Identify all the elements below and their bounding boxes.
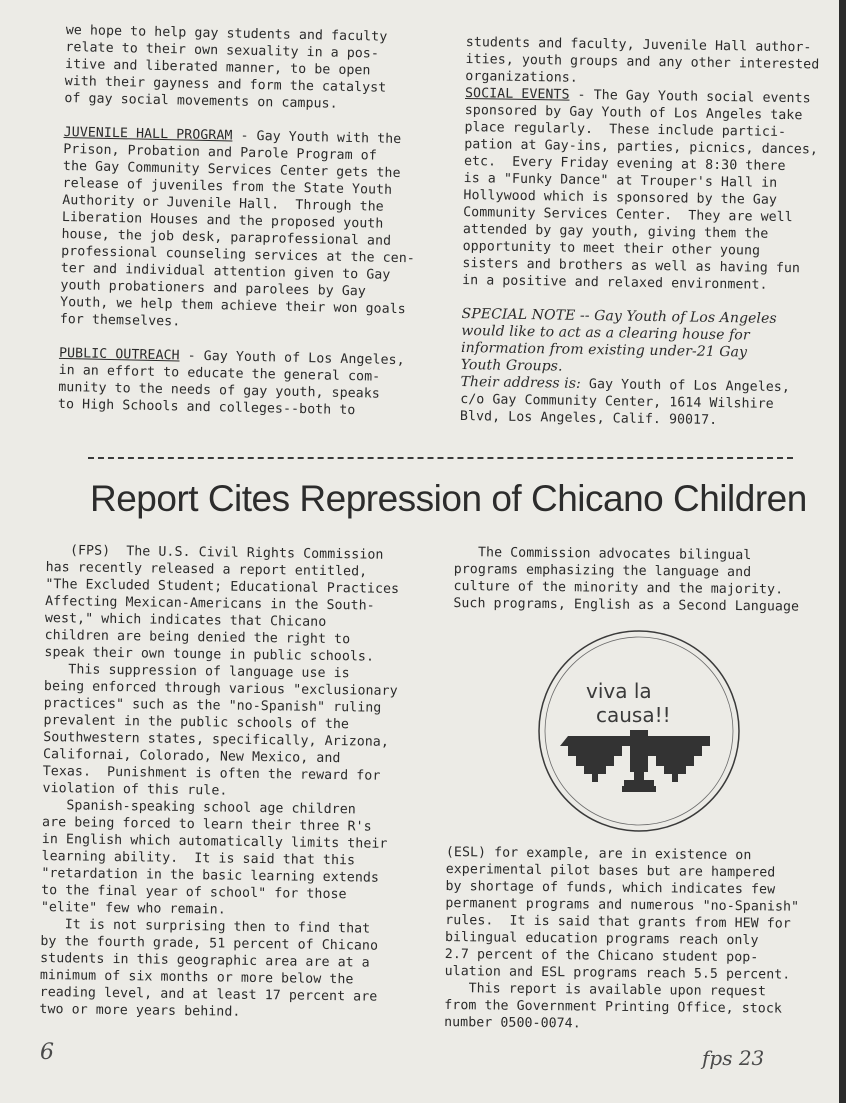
text-line: organizations. [465, 68, 578, 86]
article-line: culture of the minority and the majority. [453, 578, 784, 598]
text-line: sisters and brothers as well as having fun [462, 255, 801, 277]
continued-paragraph [465, 34, 820, 91]
address-lines [460, 391, 814, 431]
juvenile-hall-heading: JUVENILE HALL PROGRAM [63, 124, 233, 144]
article-line: Southwestern states, specifically, Arizona, [43, 729, 390, 750]
text-line: place regularly. These include partici- [464, 119, 787, 141]
article-line: Spanish-speaking school age children [42, 797, 356, 818]
text-line: of gay social movements on campus. [64, 90, 338, 112]
text-line: Community Services Center. They are well [463, 204, 793, 226]
special-note-line: SPECIAL NOTE -- Gay Youth of Los Angeles [461, 305, 777, 327]
text-line: opportunity to meet their other young [462, 238, 761, 259]
article-line: programs emphasizing the language and [453, 561, 752, 581]
text-line: attended by gay youth, giving them the [462, 221, 769, 242]
text-line: youth probationers and parolees by Gay [60, 277, 367, 300]
text-line: Authority or Juvenile Hall. Through the [62, 192, 384, 215]
article-line: Such programs, English as a Second Language [453, 595, 800, 615]
article-line: It is not surprising then to find that [40, 916, 371, 937]
page-edge-shadow [839, 0, 846, 1103]
text-line: munity to the needs of gay youth, speaks [58, 379, 381, 402]
text-line: for themselves. [59, 311, 181, 330]
text-line: ter and individual attention given to Gay [60, 260, 391, 283]
section-divider [88, 457, 793, 459]
article-left-column [39, 542, 399, 1023]
text-line: house, the job desk, paraprofessional and [61, 226, 392, 249]
article-line: are being forced to learn their three R's [41, 814, 372, 835]
text-line: pation at Gay-ins, parties, picnics, dances, [464, 136, 819, 158]
top-left-column [58, 22, 420, 420]
article-line: students in this geographic area are at a [40, 950, 370, 971]
text-line: to High Schools and colleges--both to [57, 396, 356, 419]
article-line: children are being denied the right to [44, 627, 351, 648]
article-line: This report is available upon request [444, 980, 767, 1000]
article-line: two or more years behind. [39, 1001, 241, 1020]
article-line: minimum of six months or more below the [39, 967, 354, 988]
public-outreach-first-line: - Gay Youth of Los Angeles, [179, 348, 405, 369]
article-headline: Report Cites Repression of Chicano Children [90, 478, 807, 519]
article-line: reading level, and at least 17 percent are [39, 984, 378, 1005]
text-line: sponsored by Gay Youth of Los Angeles take [464, 102, 803, 124]
article-line: west," which indicates that Chicano [44, 610, 327, 630]
seal-line-1: viva la [586, 679, 652, 703]
public-outreach-lines [58, 362, 413, 420]
article-line: Californai, Colorado, New Mexico, and [42, 746, 341, 767]
article-line: bilingual education programs reach only [444, 929, 759, 949]
text-line: in a positive and relaxed environment. [462, 272, 768, 293]
article-line: "elite" few who remain. [40, 899, 226, 918]
article-line: from the Government Printing Office, stock [444, 997, 783, 1017]
article-line: in English which automatically limits their [41, 831, 388, 852]
special-note-line: information from existing under-21 Gay [460, 339, 748, 361]
article-line: learning ability. It is said that this [41, 848, 356, 869]
address-label: Their address is: [460, 373, 582, 392]
address-first-line: Gay Youth of Los Angeles, [580, 376, 791, 396]
text-line: is a "Funky Dance" at Trouper's Hall in [463, 170, 778, 191]
text-line: students and faculty, Juvenile Hall author- [465, 34, 812, 56]
page-number: 6 [40, 1040, 54, 1065]
text-line: relate to their own sexuality in a pos- [65, 39, 380, 62]
text-line: Prison, Probation and Parole Program of [63, 141, 377, 164]
article-line: 2.7 percent of the Chicano student pop- [444, 946, 759, 966]
top-right-column [460, 34, 820, 431]
article-line: being enforced through various "exclusionary [43, 678, 398, 699]
article-line: to the final year of school" for those [41, 882, 347, 903]
article-right-bottom [444, 844, 800, 1035]
article-right-top [453, 544, 799, 616]
text-line: professional counseling services at the cen- [61, 243, 416, 267]
article-line: Affecting Mexican-Americans in the South- [45, 593, 375, 614]
text-line: release of juveniles from the State Youth [62, 175, 393, 198]
text-line: itive and liberated manner, to be open [64, 56, 371, 79]
text-line: Hollywood which is sponsored by the Gay [463, 187, 778, 208]
social-events-lines [462, 102, 819, 295]
article-line: "The Excluded Student; Educational Practices [45, 576, 400, 597]
juvenile-hall-first-line: - Gay Youth with the [232, 128, 402, 148]
article-line: The Commission advocates bilingual [453, 544, 752, 564]
text-line: Liberation Houses and the proposed youth [61, 209, 384, 232]
article-line: practices" such as the "no-Spanish" ruling [43, 695, 382, 716]
text-line: ities, youth groups and any other interested [465, 51, 820, 73]
article-line: permanent programs and numerous "no-Spanish" [445, 895, 800, 915]
seal-line-2: causa!! [596, 703, 671, 727]
article-line: by the fourth grade, 51 percent of Chicano [40, 933, 379, 954]
article-line: has recently released a report entitled, [45, 559, 368, 580]
article-line: "retardation in the basic learning extends [41, 865, 380, 886]
article-line: rules. It is said that grants from HEW for [445, 912, 791, 932]
article-line: by shortage of funds, which indicates few [445, 878, 776, 898]
intro-paragraph [64, 22, 419, 114]
text-line: Blvd, Los Angeles, Calif. 90017. [459, 408, 718, 428]
article-line: Texas. Punishment is often the reward for [42, 763, 381, 784]
special-note-line: Youth Groups. [460, 356, 563, 375]
article-line: ulation and ESL programs reach 5.5 percent. [444, 963, 791, 983]
special-note [461, 306, 816, 380]
aztec-eagle-icon [560, 730, 710, 792]
footer-note: fps 23 [702, 1046, 765, 1070]
text-line: the Gay Community Services Center gets the [62, 158, 401, 182]
article-line: speak their own tounge in public schools. [44, 644, 375, 665]
article-line: This suppression of language use is [44, 661, 350, 682]
text-line: c/o Gay Community Center, 1614 Wilshire [460, 391, 774, 412]
article-line: violation of this rule. [42, 780, 228, 799]
text-line: we hope to help gay students and faculty [65, 22, 388, 45]
social-events-heading: SOCIAL EVENTS [464, 85, 570, 103]
text-line: in an effort to educate the general com- [58, 362, 381, 385]
special-note-line: would like to act as a clearing house for [461, 322, 750, 344]
article-line: number 0500-0074. [444, 1014, 581, 1032]
juvenile-hall-lines [60, 141, 418, 335]
viva-la-causa-seal [534, 626, 744, 836]
social-events-first-line: - The Gay Youth social events [569, 87, 811, 107]
text-line: etc. Every Friday evening at 8:30 there [463, 153, 786, 175]
article-line: experimental pilot bases but are hampered [445, 861, 776, 881]
article-line: (FPS) The U.S. Civil Rights Commission [45, 542, 384, 563]
public-outreach-heading: PUBLIC OUTREACH [58, 345, 180, 364]
text-line: Youth, we help them achieve their won goals [59, 294, 406, 318]
article-line: prevalent in the public schools of the [43, 712, 350, 733]
article-line: (ESL) for example, are in existence on [445, 844, 752, 864]
text-line: with their gayness and form the catalyst [64, 73, 387, 96]
